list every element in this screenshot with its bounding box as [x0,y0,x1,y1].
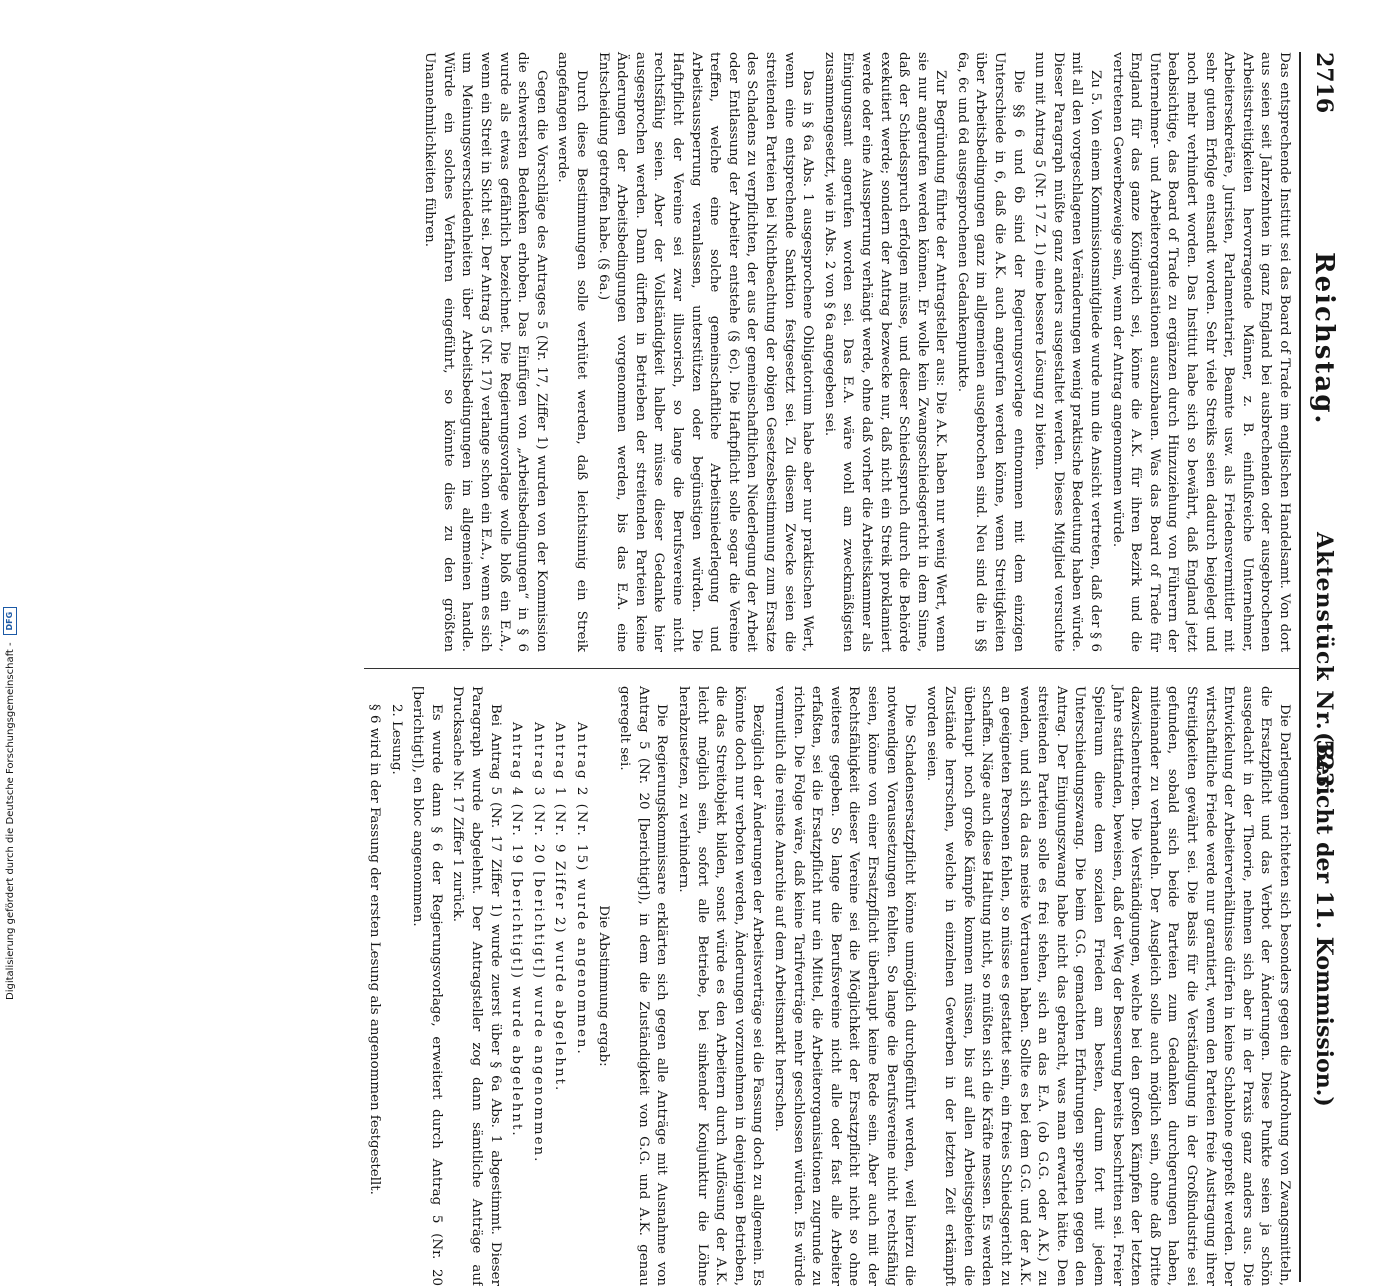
paragraph: § 6 wird in der Fassung der ersten Lesung als angenommen festgestellt. [367,704,383,1195]
paragraph: Bei Antrag 5 (Nr. 17 Ziffer 1) wurde zuerst über § 6a Abs. 1 abgestimmt. Dieser Paragraph wurde abgelehnt. Der Antragsteller zog dann sämtliche Anträge auf Drucksache Nr. 17 Ziffer 1 zurück. [450,686,503,1286]
section-heading: 2. Lesung. [388,704,404,775]
right-column [367,686,1293,1286]
paragraph: Bezüglich der Änderungen der Arbeitsverträge sei die Fassung doch zu allgemein. Es könnte doch nur verboten werden, Änderungen vorzunehmen in denjenigen Betrieben, die das Streitobjekt bilden, sonst würde es den Arbeitern durch Auflösung der A.K. leicht möglich sein, sofort alle Betriebe, bei sinkender Konjunktur die Löhne herabzusetzen, zu verhindern. [676,686,766,1286]
dfg-logo: DFG [3,607,17,635]
digitization-text: Digitalisierung gefördert durch die Deutsche Forschungsgemeinschaft - [5,642,16,1000]
header-report: (Bericht der 11. Kommission.) [1311,732,1337,1107]
paragraph: Die Darlegungen richteten sich besonders gegen die Androhung von Zwangsmitteln, die Ersatzpflicht und das Verbot der Änderungen. Diese Punkte seien ja schön ausgedacht in der Theorie, nehmen sich aber in der Praxis ganz anders aus. Die Entwickelung der Arbeiterverhältnisse dürfen in keine Schablone gepreßt werden. Der wirtschaftliche Friede werde nur garantiert, wenn den Parteien freie Austragung ihrer Streitigkeiten gewährt sei. Die Basis für die Verständigung in der Großindustrie sei gefunden, sobald sich beide Parteien zum Gedanken durchgerungen haben, miteinander zu verhandeln. Der Ausgleich solle auch möglich sein, ohne daß Dritte dazwischentreten. Die Verständigungen, welche bei den großen Kämpfen der letzten Jahre stattfanden, beweisen, daß der Weg der Besserung bereits beschritten sei. Freier Spielraum diene dem sozialen Frieden am besten, darum fort mit jedem Unterschiedungszwang. Die beim G.G. gemachten Erfahrungen sprechen gegen den Antrag. Der Einigungszwang habe nicht das gebracht, was man erwartet hätte. Den streitenden Parteien solle es frei stehen, sich an das E.A. (ob G.G. oder A.K.) zu wenden, und sich da das meiste Vertrauen haben. Sollte es bei dem G.G. und der A.K. an geeigneten Personen fehlen, so müsse es gestattet sein, ein freies Schiedsgericht zu schaffen. Näge auch diese Haltung nicht, so müßten sich die Kräfte messen. Es werden überhaupt noch große Kämpfe kommen müssen, bis auf allen Arbeitsgebieten die Zustände herrschen, welche in einzelnen Gewerben in der letzten Zeit erkämpft worden seien. [923,686,1292,1286]
paragraph: Es wurde dann § 6 der Regierungsvorlage, erweitert durch Antrag 5 (Nr. 20 [berichtigt]), en bloc angenommen. [410,686,444,1286]
paragraph: Zur Begründung führte der Antragsteller aus: Die A.K. haben nur wenig Wert, wenn sie nur angerufen werden können. Er wolle kein Zwangsschiedsgericht in dem Sinne, daß der Schiedsspruch erfolgen müsse, und dieser Schiedsspruch durch die Behörde exekutiert werde; sondern der Antrag bezwecke nur, daß nicht ein Streik proklamiert werde oder eine Aussperrung verhängt werde, ohne daß vorher die Arbeitskammer als Einigungsamt angerufen worden sei. Das E.A. wäre wohl am zweckmäßigsten zusammengesetzt, wie in Abs. 2 von § 6a angegeben sei. [821,52,949,652]
paragraph: Das entsprechende Institut sei das Board of Trade im englischen Handelsamt. Von dort aus seien seit Jahrzehnten in ganz England bei ausbrechenden oder ausgebrochenen Arbeitsstreitigkeiten hervorragende Männer, z. B. einflußreiche Unternehmer, Arbeitersekretäre, Juristen, Parlamentarier, Beamte usw. als Friedensvermittler mit sehr gutem Erfolge entsandt worden. Sehr viele Streiks seien dadurch beigelegt und noch mehr verhindert worden. Das Institut habe sich so bewährt, daß England jetzt beabsichtige, das Board of Trade zu ergänzen durch Hinzuziehung von Führern der Unternehmer- und Arbeiterorganisationen auszubauen. Was das Board of Trade für England für das ganze Königreich sei, könne die A.K. für ihren Bezirk und die vertretenen Gewerbezweige sein, wenn der Antrag angenommen würde. [1109,52,1292,652]
paragraph: Das in § 6a Abs. 1 ausgesprochene Obligatorium habe aber nur praktischen Wert, wenn eine entsprechende Sanktion festgesetzt sei. Zu diesem Zwecke seien die streitenden Parteien bei Nichtbeachtung der obigen Gesetzesbestimmung zum Ersatze des Schadens zu verpflichten, der aus der gemeinschaftlichen Niederlegung der Arbeit oder Entlassung der Arbeiter entstehe (§ 6c). Die Haftpflicht solle sogar die Vereine treffen, welche eine solche gemeinschaftliche Arbeitsniederlegung und Arbeitsaussperrung veranlassen, unterstützen oder begünstigen würden. Die Haftpflicht der Vereine sei zwar illusorisch, so lange die Berufsvereine nicht rechtsfähig seien. Aber der Vollständigkeit halber müsse dieser Gedanke hier ausgesprochen werden. Dann dürften in Betrieben der streitenden Parteien keine Änderungen der Arbeitsbedingungen vorgenommen werden, bis das E.A. eine Entscheidung getroffen habe. (§ 6a.) [595,52,816,652]
page-number: 2716 [1311,52,1337,114]
vote-result: Antrag 4 (Nr. 19 [berichtigt]) wurde abgelehnt. [509,722,525,1138]
vote-result: Antrag 3 (Nr. 20 [berichtigt]) wurde angenommen. [530,722,546,1164]
paragraph: Die Regierungskommissare erklärten sich gegen alle Anträge mit Ausnahme von Antrag 5 (Nr. 20 [berichtigt]), in dem die Zuständigkeit von G.G. und A.K. genau geregelt sei. [617,686,670,1286]
paragraph: Gegen die Vorschläge des Antrages 5 (Nr. 17, Ziffer 1) wurden von der Kommission die schwersten Bedenken erhoben. Das Einfügen von „Arbeitsbedingungen“ in § 6 wurde als etwas gefährlich bezeichnet. Die Regierungsvorlage wolle bloß ein E.A., wenn ein Streit in Sicht sei. Der Antrag 5 (Nr. 17) verlange schon ein E.A., wenn es sich um Meinungsverschiedenheiten über Arbeitsbedingungen im allgemeinen handle. Würde ein solches Verfahren eingeführt, so könnte dies zu den größten Unannehmlichkeiten führen. [422,52,549,652]
paragraph: Zu 5. Von einem Kommissionsmitgliede wurde nun die Ansicht vertreten, daß der § 6 mit all den vorgeschlagenen Veränderungen wenig praktische Bedeutung haben würde. Dieser Paragraph müßte ganz anders ausgestaltet werden. Dieses Mitglied versuchte nun mit Antrag 5 (Nr. 17 Z. 1) eine bessere Lösung zu bieten. [1032,52,1104,652]
vote-result: Antrag 1 (Nr. 9 Ziffer 2) wurde abgelehnt. [552,722,568,1093]
vote-heading: Die Abstimmung ergab: [595,905,611,1067]
digitization-note [2,604,20,1000]
header-title: Reichstag. [1309,252,1339,426]
paragraph: Die Schadensersatzpflicht könne unmöglich durchgeführt werden, weil hierzu die notwendigen Voraussetzungen fehlten. So lange die Berufsvereine nicht rechtsfähig seien, könne von einer Ersatzpflicht überhaupt keine Rede sein. Aber auch mit der Rechtsfähigkeit dieser Vereine sei die Möglichkeit der Ersatzpflicht nicht so ohne weiteres gegeben. So lange die Berufsvereine nicht alle oder fast alle Arbeiter erfaßten, sei die Ersatzpflicht nur ein Mittel, die Arbeiterorganisationen zugrunde zu richten. Die Folge wäre, daß keine Tarifverträge mehr geschlossen würden. Es würde vermutlich die reinste Anarchie auf dem Arbeitsmarkt herrschen. [771,686,918,1286]
header-rule [1299,52,1301,1282]
paragraph: Die §§ 6 und 6b sind der Regierungsvorlage entnommen mit dem einzigen Unterschiede in 6, daß die A.K. auch angerufen werden könne, wenn Streitigkeiten über Arbeitsbedingungen ganz im allgemeinen ausgebrochen sind. Neu sind die in §§ 6a, 6c und 6d ausgesprochenen Gedankenpunkte. [954,52,1026,652]
page-header [1299,52,1353,1282]
header-document-number: Aktenstück Nr. 523. [1311,532,1337,797]
paragraph: Durch diese Bestimmungen solle verhütet werden, daß leichtsinnig ein Streik angefangen werde. [555,52,590,652]
column-divider [364,668,1299,669]
digitization-footer [2,604,20,1000]
left-column [373,52,1293,652]
vote-result: Antrag 2 (Nr. 15) wurde angenommen. [574,722,590,1056]
